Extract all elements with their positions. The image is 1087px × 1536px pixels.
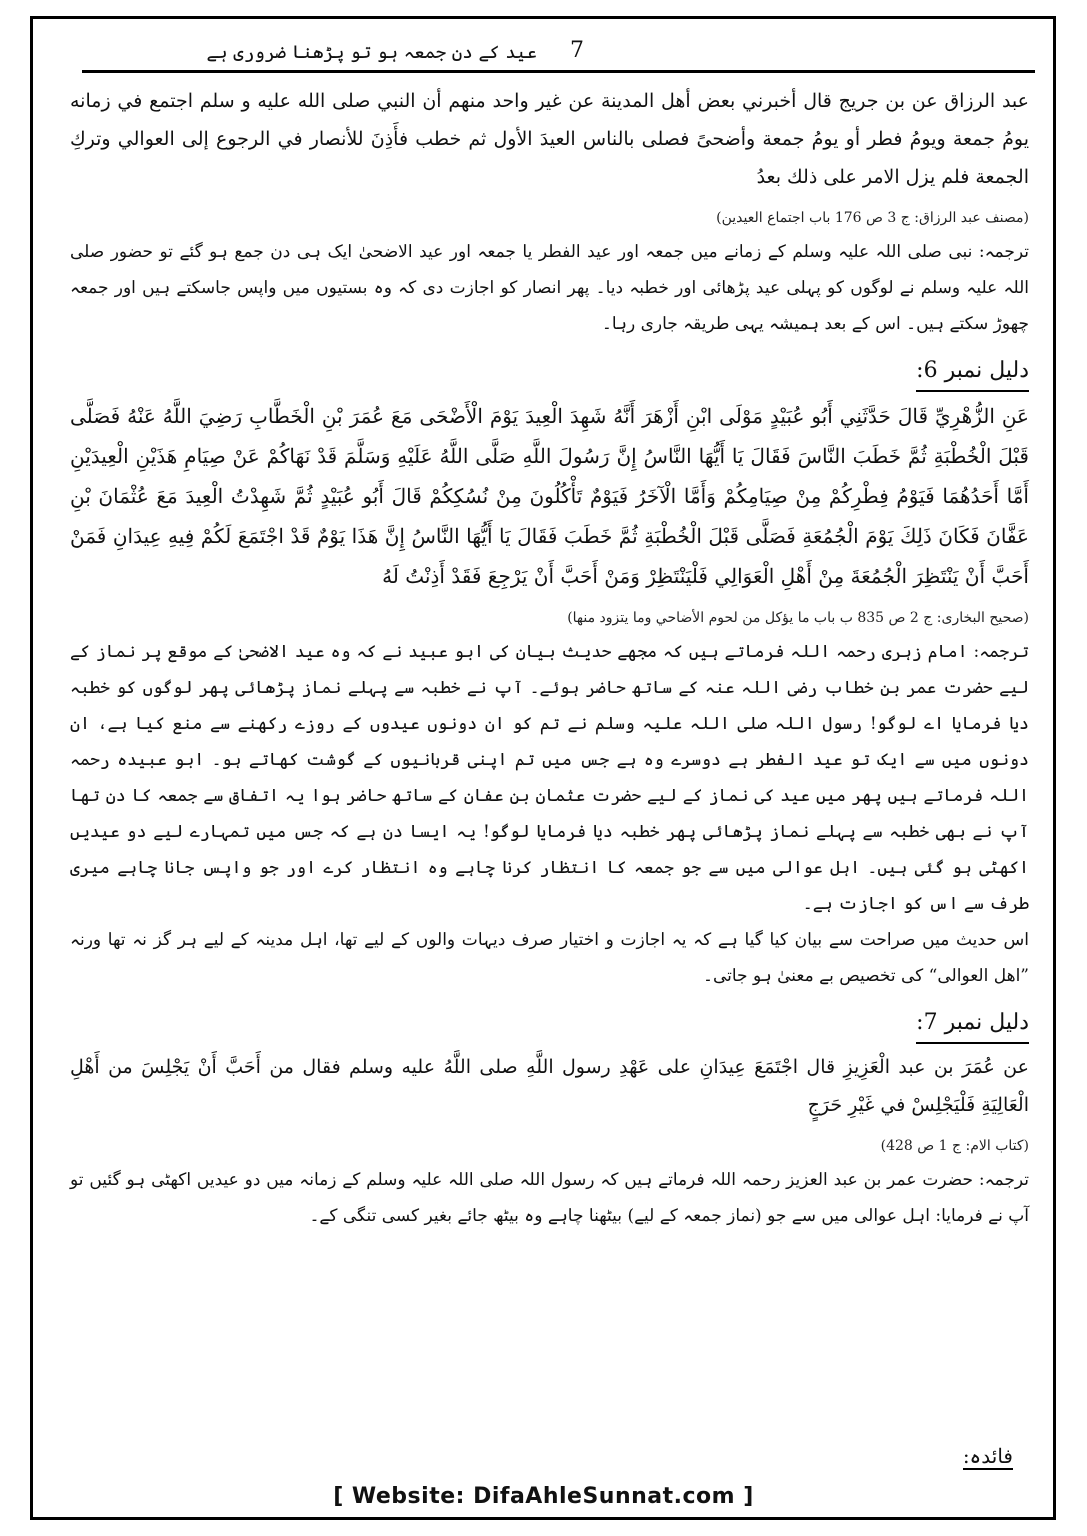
header-rule (82, 70, 1035, 73)
translation-3: ترجمہ: حضرت عمر بن عبد العزیز رحمہ اللہ فرماتے ہیں کہ رسول اللہ صلی اللہ علیہ وسلم کے زمانہ میں دو عیدیں اکھٹی ہو گئیں تو آپ نے فرمایا: اہل عوالی میں سے جو (نماز جمعہ کے لیے) بیٹھنا چاہے وہ بیٹھ جائے بغیر کسی تنگی کے۔ (70, 1170, 1029, 1226)
hadith-arabic-1: عبد الرزاق عن بن جريج قال أخبرني بعض أهل المدينة عن غير واحد منهم أن النبي صلى الله عليه و سلم اجتمع في زمانه يومُ جمعة ويومُ فطر أو يومُ جمعة وأضحىً فصلى بالناس العيدَ الأول ثم خطب فأَذِنَ للأنصار في الرجوع إلى العوالي وتركِ الجمعة فلم يزل الامر على ذلك بعدُ (70, 90, 1029, 188)
hadith-arabic-2: عَنِ الزُّهْرِيِّ قَالَ حَدَّثَنِي أَبُو عُبَيْدٍ مَوْلَى ابْنِ أَزْهَرَ أَنَّهُ شَهِدَ الْعِيدَ يَوْمَ الْأَضْحَى مَعَ عُمَرَ بْنِ الْخَطَّابِ رَضِيَ اللَّهُ عَنْهُ فَصَلَّى قَبْلَ الْخُطْبَةِ ثُمَّ خَطَبَ النَّاسَ فَقَالَ يَا أَيُّهَا النَّاسُ إِنَّ رَسُولَ اللَّهِ صَلَّى اللَّهُ عَلَيْهِ وَسَلَّمَ قَدْ نَهَاكُمْ عَنْ صِيَامِ هَذَيْنِ الْعِيدَيْنِ أَمَّا أَحَدُهُمَا فَيَوْمُ فِطْرِكُمْ مِنْ صِيَامِكُمْ وَأَمَّا الْآخَرُ فَيَوْمٌ تَأْكُلُونَ مِنْ نُسُكِكُمْ قَالَ أَبُو عُبَيْدٍ ثُمَّ شَهِدْتُ الْعِيدَ مَعَ عُثْمَانَ بْنِ عَفَّانَ فَكَانَ ذَلِكَ يَوْمَ الْجُمُعَةِ فَصَلَّى قَبْلَ الْخُطْبَةِ ثُمَّ خَطَبَ فَقَالَ يَا أَيُّهَا النَّاسُ إِنَّ هَذَا يَوْمٌ قَدْ اجْتَمَعَ لَكُمْ فِيهِ عِيدَانِ فَمَنْ أَحَبَّ أَنْ يَنْتَظِرَ الْجُمُعَةَ مِنْ أَهْلِ الْعَوَالِي فَلْيَنْتَظِرْ وَمَنْ أَحَبَّ أَنْ يَرْجِعَ فَقَدْ أَذِنْتُ لَهُ (70, 404, 1029, 588)
running-title: عید کے دن جمعہ ہو تو پڑھنا ضروری ہے (206, 42, 537, 63)
reference-2: (صحیح البخاری: ج 2 ص 835 ب باب ما یؤکل من لحوم الأضاحي وما یتزود منها) (567, 610, 1029, 626)
translation-2: ترجمہ: امام زہری رحمہ اللہ فرماتے ہیں کہ مجھے حدیث بیان کی ابو عبید نے کہ وہ عید الاضحیٰ کے موقع پر نماز کے لیے حضرت عمر بن خطاب رضی اللہ عنہ کے ساتھ حاضر ہوئے۔ آپ نے خطبہ سے پہلے نماز پڑھائی پھر لوگوں کو خطبہ دیا فرمایا اے لوگو! رسول اللہ صلی اللہ علیہ وسلم نے تم کو ان دونوں عیدوں کے روزے رکھنے سے منع کیا ہے، ان دونوں میں سے ایک تو عید الفطر ہے دوسرے وہ ہے جس میں تم اپنی قربانیوں کے گوشت کھاتے ہو۔ ابو عبیدہ رحمہ اللہ فرماتے ہیں پھر میں عید کی نماز کے لیے حضرت عثمان بن عفان کے ساتھ حاضر ہوا یہ اتفاق سے جمعہ کا دن تھا آپ نے بھی خطبہ سے پہلے نماز پڑھائی پھر خطبہ دیا فرمایا لوگو! یہ ایسا دن ہے کہ جس میں تمہارے لیے دو عیدیں اکھٹی ہو گئی ہیں۔ اہل عوالی میں سے جو جمعہ کا انتظار کرنا چاہے وہ انتظار کرے اور جو واپس جانا چاہے میری طرف سے اس کو اجازت ہے۔ (70, 642, 1029, 914)
page-number: 7 (570, 38, 584, 63)
page-content (70, 82, 1029, 1234)
hadith-arabic-3: عن عُمَرَ بن عبد الْعَزِيزِ قال اجْتَمَعَ عِيدَانِ على عَهْدِ رسول اللَّهِ صلى اللَّهُ عليه وسلم فقال من أَحَبَّ أَنْ يَجْلِسَ من أَهْلِ الْعَالِيَةِ فَلْيَجْلِسْ في غَيْرِ حَرَجٍ (70, 1056, 1029, 1116)
website-footer: [ Website: DifaAhleSunnat.com ] (333, 1484, 754, 1509)
faida-heading: فائدہ: (962, 1444, 1013, 1468)
heading-dalil-7: دلیل نمبر 7: (916, 1006, 1029, 1044)
reference-3: (کتاب الام: ج 1 ص 428) (880, 1138, 1029, 1154)
explanatory-note: اس حدیث میں صراحت سے بیان کیا گیا ہے کہ یہ اجازت و اختیار صرف دیہات والوں کے لیے تھا، اہل مدینہ کے لیے ہر گز نہ تھا ورنہ ”اھل العوالی“ کی تخصیص بے معنیٰ ہو جاتی۔ (70, 930, 1029, 986)
reference-1: (مصنف عبد الرزاق: ج 3 ص 176 باب اجتماع العیدین) (716, 210, 1029, 226)
translation-1: ترجمہ: نبی صلی اللہ علیہ وسلم کے زمانے میں جمعہ اور عید الفطر یا جمعہ اور عید الاضحیٰ ایک ہی دن جمع ہو گئے تو حضور صلی اللہ علیہ وسلم نے لوگوں کو پہلی عید پڑھائی اور خطبہ دیا۔ پھر انصار کو اجازت دی کہ وہ بستیوں میں واپس جاسکتے ہیں اور جمعہ چھوڑ سکتے ہیں۔ اس کے بعد ہمیشہ یہی طریقہ جاری رہا۔ (70, 242, 1029, 334)
heading-dalil-6: دلیل نمبر 6: (916, 354, 1029, 392)
page-header (70, 36, 1017, 70)
